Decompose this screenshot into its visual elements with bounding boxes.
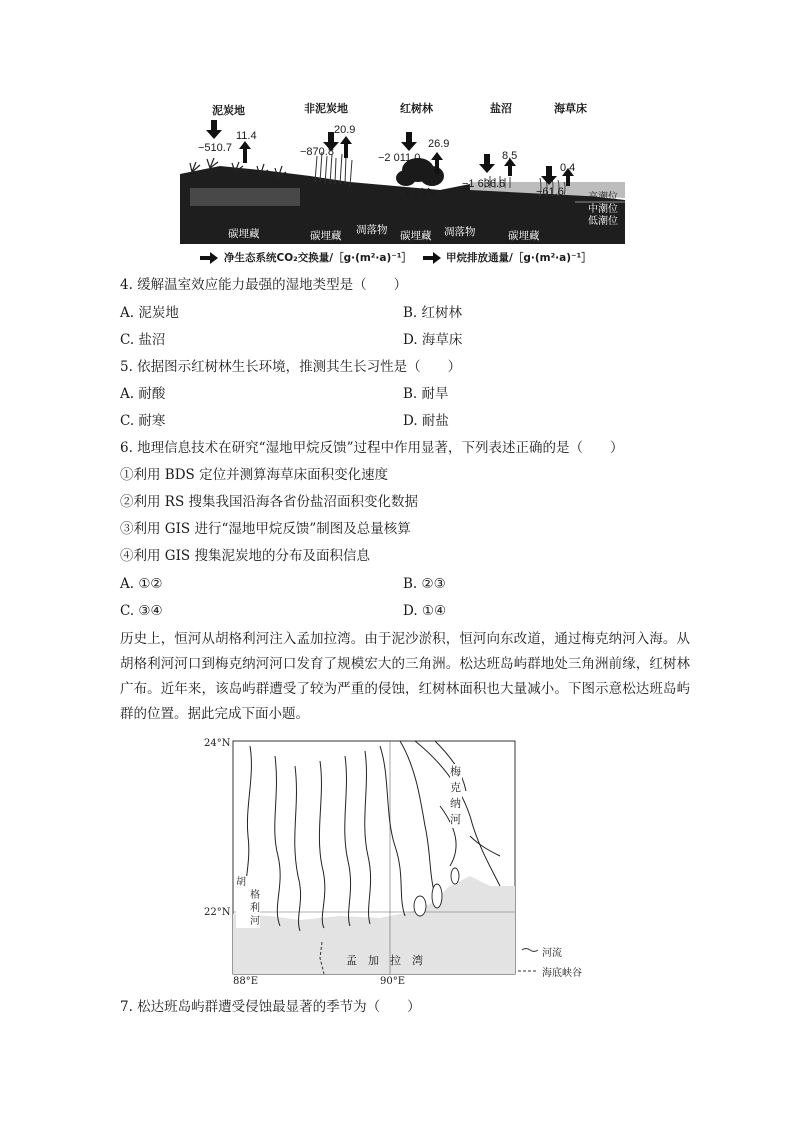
label-char: 梅 [450, 765, 461, 778]
wetland-name-mangrove: 红树林 [400, 102, 433, 115]
co2-value-non-peatland: −870.8 [300, 146, 334, 158]
q4-option-a[interactable]: A. 泥炭地 [120, 305, 179, 321]
lat-label-24n: 24°N [204, 738, 231, 749]
legend-co2: 净生态系统CO₂交换量/［g·(m²·a)⁻¹］ [224, 252, 412, 264]
legend-canyon: 海底峡谷 [542, 968, 582, 979]
q5-option-c[interactable]: C. 耐寒 [120, 413, 166, 429]
ground-label: 碳埋藏 [508, 230, 540, 242]
q4-option-b[interactable]: B. 红树林 [403, 305, 463, 321]
label-char: 格 [250, 890, 260, 901]
wetland-figure [180, 96, 630, 268]
q6-option-c[interactable]: C. ③④ [120, 603, 163, 619]
q5-option-b[interactable]: B. 耐旱 [403, 386, 449, 402]
q7-stem: 7. 松达班岛屿群遭受侵蚀最显著的季节为（ ） [120, 999, 421, 1015]
q4-stem: 4. 缓解温室效应能力最强的湿地类型是（ ） [120, 277, 408, 293]
ch4-value-mangrove: 26.9 [428, 138, 450, 150]
q6-option-b[interactable]: B. ②③ [403, 576, 446, 592]
co2-value-peatland: −510.7 [198, 142, 232, 154]
ground-label: 凋落物 [444, 226, 476, 238]
ch4-value-salt-marsh: 8.5 [502, 150, 518, 162]
label-char: 纳 [450, 797, 461, 810]
label-char: 克 [450, 781, 461, 794]
co2-value-mangrove: −2 011.0 [378, 152, 421, 164]
wetland-name-salt-marsh: 盐沼 [490, 102, 512, 115]
wetland-name-peatland: 泥炭地 [212, 104, 245, 117]
q6-statement-1: ①利用 BDS 定位并测算海草床面积变化速度 [120, 467, 389, 483]
bay-label: 孟 加 拉 湾 [346, 954, 423, 967]
q4-option-d[interactable]: D. 海草床 [403, 332, 463, 348]
co2-value-salt-marsh: −1 636.6 [462, 178, 506, 190]
ch4-value-peatland: 11.4 [236, 130, 257, 142]
q4-option-c[interactable]: C. 盐沼 [120, 332, 166, 348]
ground-label: 碳埋藏 [228, 228, 260, 240]
ground-label: 凋落物 [356, 224, 388, 236]
q6-statement-4: ④利用 GIS 搜集泥炭地的分布及面积信息 [120, 548, 370, 564]
river-label-meghna [450, 764, 462, 828]
ch4-value-seagrass: 0.4 [560, 162, 576, 174]
reading-passage: 历史上，恒河从胡格利河注入孟加拉湾。由于泥沙淤积，恒河向东改道，通过梅克纳河入海。从胡格利河河口到梅克纳河河口发育了规模宏大的三角洲。松达班岛屿群地处三角洲前缘，红树林广布。近年来，该岛屿群遭受了较为严重的侵蚀，红树林面积也大量减小。下图示意松达班岛屿群的位置。据此完成下面小题。 [120, 631, 690, 722]
q6-option-d[interactable]: D. ①④ [403, 603, 447, 619]
label-char: 利 [250, 903, 260, 914]
lon-label-88e: 88°E [233, 976, 259, 987]
legend-ch4: 甲烷排放通量/［g·(m²·a)⁻¹］ [446, 252, 592, 264]
river-label-hooghly [236, 876, 260, 928]
tide-label-high: 高潮位 [588, 192, 618, 203]
q5-option-a[interactable]: A. 耐酸 [120, 386, 166, 402]
wetland-name-non-peatland: 非泥炭地 [304, 102, 348, 115]
ground-label: 碳埋藏 [310, 230, 342, 242]
q5-option-d[interactable]: D. 耐盐 [403, 413, 449, 429]
delta-map [200, 736, 600, 992]
legend-river: 河流 [542, 948, 562, 959]
label-char: 河 [450, 813, 461, 826]
tide-label-mid: 中潮位 [588, 204, 618, 215]
lat-label-22n: 22°N [204, 907, 231, 918]
wetland-name-seagrass: 海草床 [554, 102, 587, 115]
co2-value-seagrass: −61.6 [536, 186, 564, 198]
q6-option-a[interactable]: A. ①② [120, 576, 163, 592]
label-char: 胡 [236, 877, 246, 888]
q6-stem: 6. 地理信息技术在研究“湿地甲烷反馈”过程中作用显著，下列表述正确的是（ ） [120, 440, 624, 456]
q6-statement-2: ②利用 RS 搜集我国沿海各省份盐沼面积变化数据 [120, 494, 418, 510]
q6-statement-3: ③利用 GIS 进行“湿地甲烷反馈”制图及总量核算 [120, 521, 411, 537]
ground-label: 碳埋藏 [400, 230, 432, 242]
label-char: 河 [250, 916, 260, 927]
tide-label-low: 低潮位 [588, 216, 618, 227]
ch4-value-non-peatland: 20.9 [334, 124, 356, 136]
lon-label-90e: 90°E [380, 976, 406, 987]
q5-stem: 5. 依据图示红树林生长环境，推测其生长习性是（ ） [120, 359, 462, 375]
